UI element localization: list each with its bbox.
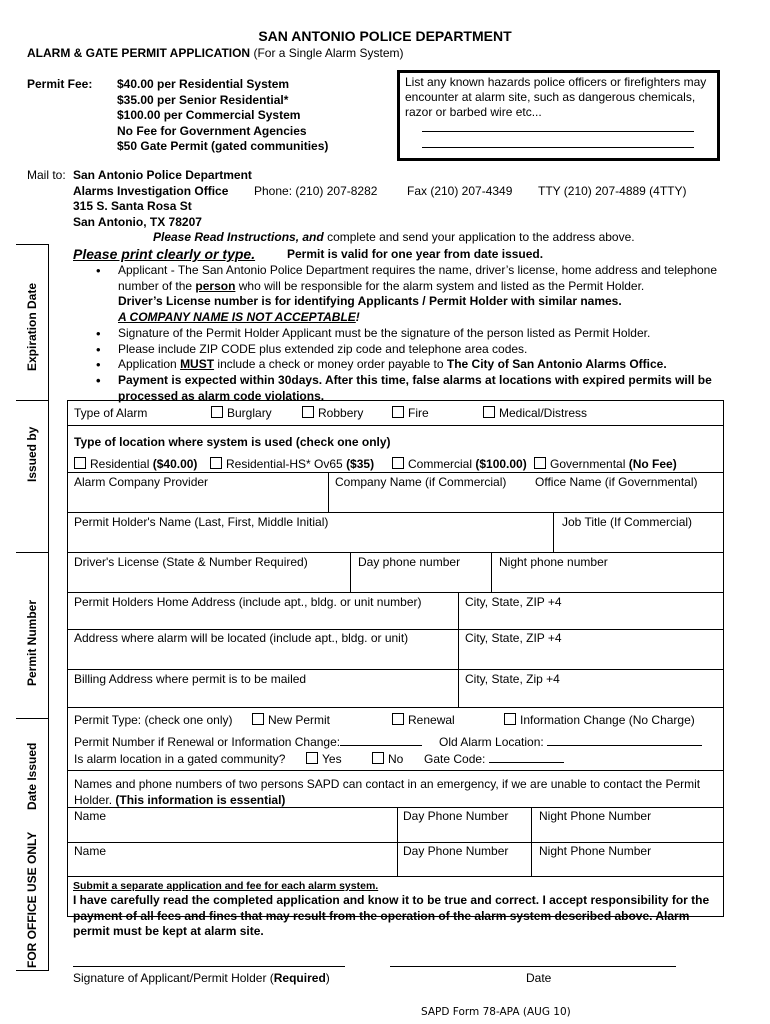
location-governmental[interactable]: Governmental (No Fee): [534, 457, 677, 471]
permit-change[interactable]: Information Change (No Charge): [504, 713, 695, 727]
checkbox[interactable]: [392, 406, 404, 418]
mail-phone: Phone: (210) 207-8282: [254, 184, 378, 198]
col-rule: [458, 592, 459, 707]
holder-name-field[interactable]: Permit Holder's Name (Last, First, Middle Initial): [74, 515, 329, 529]
location-commercial[interactable]: Commercial ($100.00): [392, 457, 527, 471]
checkbox[interactable]: [392, 457, 404, 469]
list-item: • Application MUST include a check or money order payable to The City of San Antonio Alarms Office.: [92, 357, 732, 373]
contact2-night-field[interactable]: Night Phone Number: [539, 844, 652, 858]
checkbox[interactable]: [211, 406, 223, 418]
fee-line: $35.00 per Senior Residential*: [117, 92, 289, 107]
gated-question: Is alarm location in a gated community?: [74, 752, 286, 766]
billing-address-field[interactable]: Billing Address where permit is to be mailed: [74, 672, 307, 686]
page-subtitle: ALARM & GATE PERMIT APPLICATION (For a Single Alarm System): [27, 46, 404, 60]
alarm-fire[interactable]: Fire: [392, 406, 429, 420]
expiration-date-label: Expiration Date: [25, 282, 39, 371]
fee-list: [117, 77, 328, 155]
instructions-list: [92, 263, 732, 404]
row-rule: [67, 876, 724, 877]
list-item: • Signature of the Permit Holder Applicant must be the signature of the person listed as Permit Holder.: [92, 326, 732, 342]
home-address-field[interactable]: Permit Holders Home Address (include apt., bldg. or unit number): [74, 595, 422, 609]
alarm-burglary[interactable]: Burglary: [211, 406, 272, 420]
page-title: SAN ANTONIO POLICE DEPARTMENT: [258, 28, 512, 44]
row-rule: [67, 552, 724, 553]
hazards-line[interactable]: [422, 131, 694, 132]
permit-renewal[interactable]: Renewal: [392, 713, 455, 727]
location-residential[interactable]: Residential ($40.00): [74, 457, 197, 471]
hazards-text: List any known hazards police officers or firefighters may encounter at alarm site, such as dangerous chemicals, razor or barbed wire etc...: [405, 75, 707, 119]
row-rule: [67, 770, 724, 771]
contact2-name-field[interactable]: Name: [74, 844, 107, 858]
permit-fee-label: Permit Fee:: [27, 77, 93, 91]
row-rule: [67, 629, 724, 630]
alarm-address-field[interactable]: Address where alarm will be located (include apt., bldg. or unit): [74, 631, 409, 645]
sidebar-rule: [16, 244, 49, 245]
contacts-intro: Names and phone numbers of two persons SAPD can contact in an emergency, if we are unable to contact the Permit Holder. (This information is essential): [74, 777, 701, 807]
mail-fax: Fax (210) 207-4349: [407, 184, 513, 198]
list-item: • Applicant - The San Antonio Police Department requires the name, driver’s license, home address and telephone number of the person who will be responsible for the alarm system and listed as the Permit Holder. Driver’s License number is for identifying Applicants / Permit Holder with similar names. A COMPANY NAME IS NOT ACCEPTABLE!: [92, 263, 732, 326]
permit-number-label: Permit Number: [25, 599, 39, 686]
issued-by-label: Issued by: [25, 426, 39, 482]
contact1-night-field[interactable]: Night Phone Number: [539, 809, 652, 823]
date-line[interactable]: [390, 966, 676, 967]
signature-line[interactable]: [73, 966, 345, 967]
contact1-name-field[interactable]: Name: [74, 809, 107, 823]
instructions-line: Please Read Instructions, and complete and send your application to the address above.: [153, 230, 635, 244]
list-item: • Payment is expected within 30days. After this time, false alarms at locations with expired permits will be processed as alarm code violations.: [92, 373, 732, 404]
gated-no[interactable]: No: [372, 752, 403, 766]
valid-note: Permit is valid for one year from date issued.: [287, 247, 544, 261]
permit-type-label: Permit Type: (check one only): [74, 713, 233, 727]
date-issued-label: Date Issued: [25, 742, 39, 810]
fee-line: $50 Gate Permit (gated communities): [117, 139, 329, 153]
print-heading: Please print clearly or type.: [73, 246, 256, 262]
col-rule: [328, 472, 329, 512]
office-name-field[interactable]: Office Name (if Governmental): [535, 475, 698, 489]
office-use-label: FOR OFFICE USE ONLY: [25, 831, 39, 968]
sidebar-rule: [16, 718, 49, 719]
checkbox[interactable]: [392, 713, 404, 725]
contact1-day-field[interactable]: Day Phone Number: [403, 809, 509, 823]
mail-office: Alarms Investigation Office: [73, 184, 229, 198]
sidebar-divider: [48, 244, 49, 970]
night-phone-field[interactable]: Night phone number: [499, 555, 608, 569]
fee-line: $100.00 per Commercial System: [117, 108, 301, 122]
col-rule: [531, 807, 532, 876]
list-item: • Please include ZIP CODE plus extended zip code and telephone area codes.: [92, 342, 732, 358]
row-rule: [67, 592, 724, 593]
alarm-medical[interactable]: Medical/Distress: [483, 406, 587, 420]
mail-street: 315 S. Santa Rosa St: [73, 199, 192, 213]
permit-number-field[interactable]: Permit Number if Renewal or Information Change:: [74, 735, 422, 749]
certification-text: I have carefully read the completed application and know it to be true and correct. I accept responsibility for the payment of all fees and fines that may result from the operation of the alarm system described above. Alarm permit must be kept at alarm site.: [73, 893, 710, 938]
checkbox[interactable]: [483, 406, 495, 418]
permit-new[interactable]: New Permit: [252, 713, 330, 727]
mail-name: San Antonio Police Department: [73, 168, 252, 182]
row-rule: [67, 512, 724, 513]
old-location-field[interactable]: Old Alarm Location:: [439, 735, 702, 749]
location-residential-hs[interactable]: Residential-HS* Ov65 ($35): [210, 457, 374, 471]
alarm-type-label: Type of Alarm: [74, 406, 148, 420]
checkbox[interactable]: [210, 457, 222, 469]
col-rule: [350, 552, 351, 592]
gated-yes[interactable]: Yes: [306, 752, 342, 766]
company-name-field[interactable]: Company Name (if Commercial): [335, 475, 507, 489]
fee-line: $40.00 per Residential System: [117, 77, 290, 91]
row-rule: [67, 842, 724, 843]
checkbox[interactable]: [504, 713, 516, 725]
row-rule: [67, 669, 724, 670]
checkbox[interactable]: [306, 752, 318, 764]
billing-csz-field[interactable]: City, State, Zip +4: [465, 672, 560, 686]
checkbox[interactable]: [372, 752, 384, 764]
alarm-company-field[interactable]: Alarm Company Provider: [74, 475, 209, 489]
checkbox[interactable]: [74, 457, 86, 469]
form-number: SAPD Form 78-APA (AUG 10): [421, 1006, 571, 1018]
job-title-field[interactable]: Job Title (If Commercial): [562, 515, 693, 529]
checkbox[interactable]: [534, 457, 546, 469]
fee-line: No Fee for Government Agencies: [117, 123, 307, 138]
col-rule: [553, 512, 554, 552]
checkbox[interactable]: [302, 406, 314, 418]
row-rule: [67, 472, 724, 473]
location-heading: Type of location where system is used (check one only): [74, 435, 391, 449]
hazards-line[interactable]: [422, 147, 694, 148]
alarm-csz-field[interactable]: City, State, ZIP +4: [465, 631, 562, 645]
contact2-day-field[interactable]: Day Phone Number: [403, 844, 509, 858]
mail-tty: TTY (210) 207-4889 (4TTY): [538, 184, 687, 198]
sidebar-rule: [16, 970, 49, 971]
separate-note: Submit a separate application and fee for each alarm system.: [73, 880, 379, 892]
alarm-robbery[interactable]: Robbery: [302, 406, 363, 420]
home-csz-field[interactable]: City, State, ZIP +4: [465, 595, 562, 609]
signature-label: Signature of Applicant/Permit Holder (Required): [73, 971, 330, 985]
sidebar-rule: [16, 400, 49, 401]
day-phone-field[interactable]: Day phone number: [358, 555, 461, 569]
checkbox[interactable]: [252, 713, 264, 725]
col-rule: [397, 807, 398, 876]
sidebar-rule: [16, 552, 49, 553]
gate-code-field[interactable]: Gate Code:: [424, 752, 564, 766]
col-rule: [491, 552, 492, 592]
mail-city: San Antonio, TX 78207: [73, 215, 202, 229]
drivers-license-field[interactable]: Driver's License (State & Number Required): [74, 555, 308, 569]
mail-label: Mail to:: [27, 168, 66, 182]
row-rule: [67, 707, 724, 708]
date-label: Date: [526, 971, 552, 985]
row-rule: [67, 425, 724, 426]
